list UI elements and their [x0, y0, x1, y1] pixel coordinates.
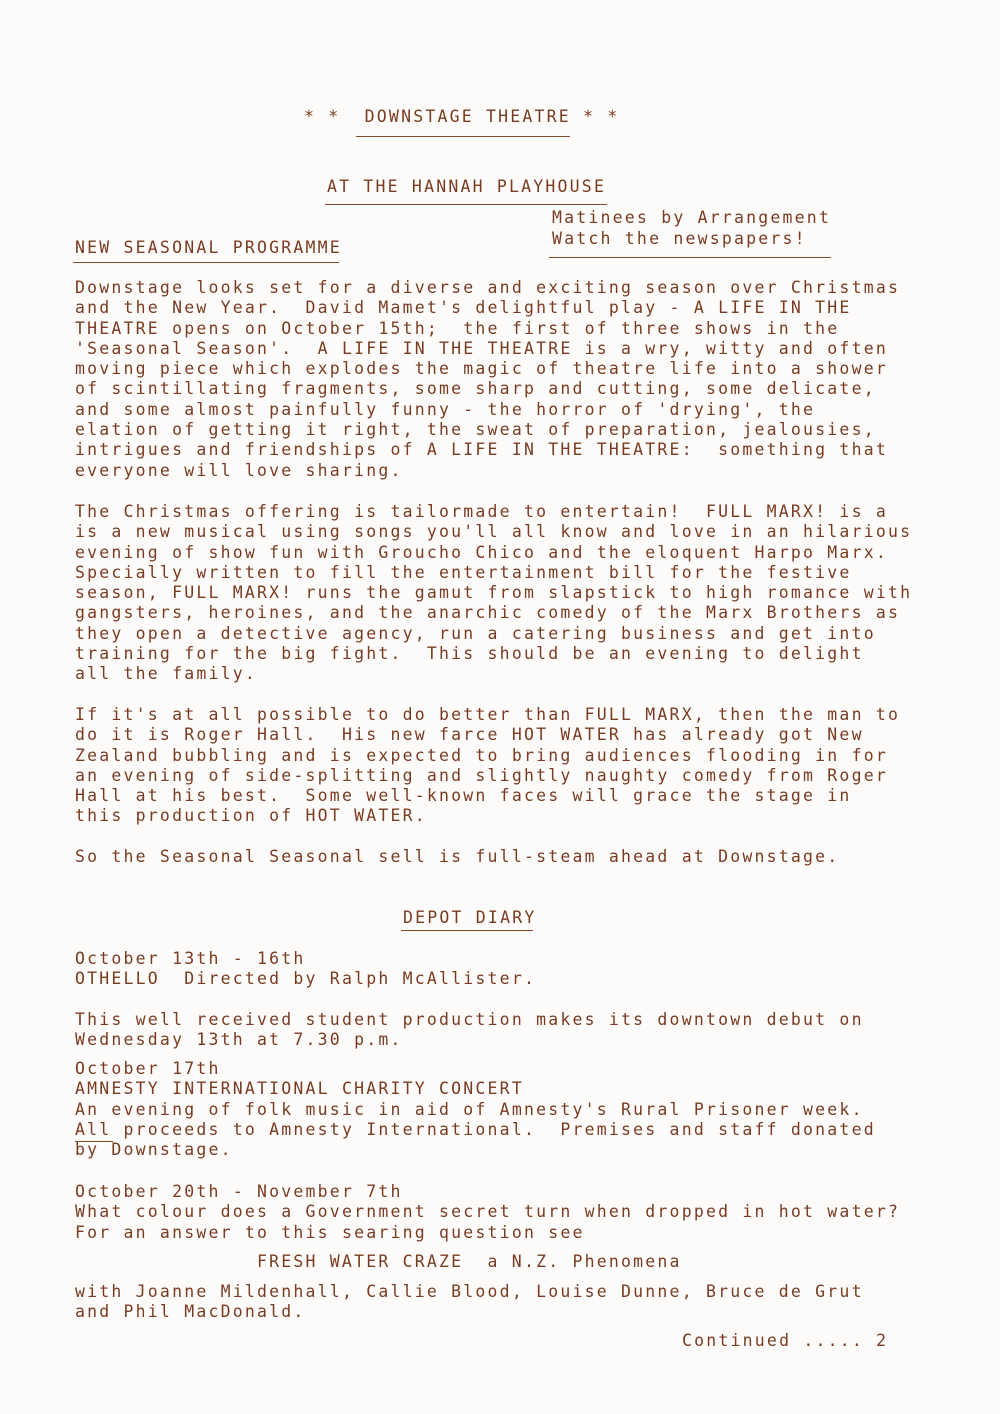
diary-entry-amnesty: October 17th AMNESTY INTERNATIONAL CHARITY CONCERT An evening of folk music in aid of Amnesty's Rural Prisoner week. All proceeds to Amnesty International. Premises and staff donated by Downstage. [75, 1059, 876, 1160]
paragraph-life-in-theatre: Downstage looks set for a diverse and exciting season over Christmas and the New Year. David Mamet's delightful play - A LIFE IN THE THEATRE opens on October 15th; the first of three shows in the 'Seasonal Season'. A LIFE IN THE THEATRE is a wry, witty and often moving piece which explodes the magic of theatre life into a shower of scintillating fragments, some sharp and cutting, some delicate, and some almost painfully funny - the horror of 'drying', the elation of getting it right, the sweat of preparation, jealousies, intrigues and friendships of A LIFE IN THE THEATRE: something that everyone will love sharing. [75, 278, 901, 480]
section-heading-depot: DEPOT DIARY [403, 908, 537, 927]
cast-list: with Joanne Mildenhall, Callie Blood, Louise Dunne, Bruce de Grut and Phil MacDonald. [75, 1282, 864, 1322]
all-underline [75, 1141, 113, 1142]
paragraph-hot-water: If it's at all possible to do better than FULL MARX, then the man to do it is Roger Hall. His new farce HOT WATER has already got New Zealand bubbling and is expected to bring audiences flooding in for an evening of side-splitting and slightly naughty comedy from Roger Hall at his best. Some well-known faces will grace the stage in this production of HOT WATER. [75, 705, 901, 826]
title-underline [356, 136, 570, 137]
diary-entry-fresh-water: October 20th - November 7th What colour does a Government secret turn when dropped in hot water? For an answer to this searing question see [75, 1182, 901, 1242]
matinees-note: Matinees by Arrangement [552, 208, 832, 227]
show-title: FRESH WATER CRAZE a N.Z. Phenomena [257, 1252, 682, 1271]
paragraph-full-marx: The Christmas offering is tailormade to entertain! FULL MARX! is a is a new musical using songs you'll all know and love in an hilarious evening of show fun with Groucho Chico and the eloquent Harpo Marx. Specially written to fill the entertainment bill for the festive season, FULL MARX! runs the gamut from slapstick to high romance with gangsters, heroines, and the anarchic comedy of the Marx Brothers as they open a detective agency, run a catering business and get into training for the big fight. This should be an evening to delight all the family. [75, 502, 913, 684]
venue-underline [325, 204, 607, 205]
newspapers-note: Watch the newspapers! [552, 229, 807, 248]
diary-entry-othello: October 13th - 16th OTHELLO Directed by Ralph McAllister. This well received student production makes its downtown debut on Wednesday 13th at 7.30 p.m. [75, 949, 864, 1050]
section-heading-seasonal: NEW SEASONAL PROGRAMME [75, 238, 342, 257]
depot-underline [401, 930, 533, 931]
continued-note: Continued ..... 2 [682, 1331, 889, 1350]
venue-heading: AT THE HANNAH PLAYHOUSE [327, 177, 607, 196]
seasonal-underline [73, 262, 339, 263]
page-title: * * DOWNSTAGE THEATRE * * [304, 107, 620, 126]
matinees-underline [549, 257, 831, 258]
paragraph-summary: So the Seasonal Seasonal sell is full-steam ahead at Downstage. [75, 847, 840, 866]
